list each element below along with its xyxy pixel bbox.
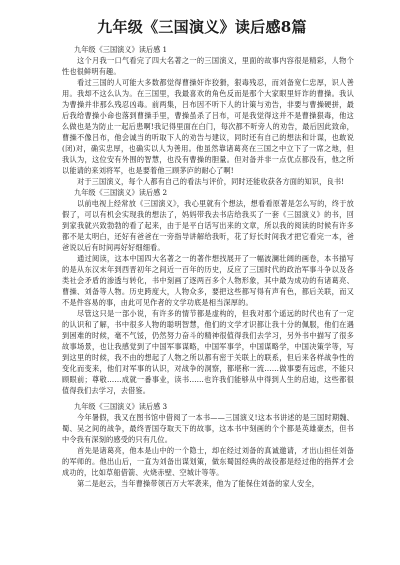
document-title: 九年级《三国演义》读后感8篇 bbox=[97, 18, 307, 36]
paragraph: 以前电视上经常放《三国演义》，我心里就有个想法，想看看原著是怎么写的，终于放假了，可以有机会实现我的想法了，妈妈带我去书店给我买了一套《三国演义》的书，回到家我就兴致勃勃的看了起来，由于是平白话写出来的文章，所以我的阅读的时候有许多都不是太明白，还好有爸爸在一旁指导讲解给我听，花了好长时间我才把它看完一本，爸爸说以后有时间再好好细细看。 bbox=[62, 199, 354, 252]
paragraph: 对于三国演义，每个人都有自己的看法与评价，同时还能收获各方面的知识，良书! bbox=[77, 177, 345, 186]
paragraph: 今年暑假，我又在图书馆中借阅了一本书——三国演义!这本书讲述的是三国时期魏、蜀、吴之间的战争，最终晋国夺取天下的故事，这本书中刻画的个个都是英雄豪杰，但书中令我有深刻的感受的只有几位。 bbox=[62, 413, 354, 444]
paragraph: 首先是诸葛亮，他本是山中的一个隐士，却在经过刘备的真诚邀请，才出山担任刘备的军师的。他出山后，一直为刘备出谋划策，做东蜀国经典的战役都是经过他的指挥才会成功的，比如草船借箭、火烧赤壁、空城计等等。 bbox=[62, 446, 354, 477]
paragraph: 通过阅读，这本中国四大名著之一的著作想找展开了一幅波澜壮阔的画卷，本书描写的是从东汉末年到西晋初年之间近一百年的历史，反应了三国时代的政治军事斗争以及各类社会矛盾的渗透与转化，书中刻画了逐两百多个人物形象，其中最为成功的有诸葛亮、曹操、刘备等人物。历史跨度大，人物众多，要把这些都写得有声有色，都后关联，而又不是件容易的事，由此可见作者的文学功底是相当深厚的。 bbox=[62, 254, 354, 307]
paragraph: 看过三国的人可能大多数都觉得曹操奸诈狡猾，狠毒残忍，而刘备宽仁忠厚，识人善用。我却不这么认为。在三国里，我最喜欢的角色反而是那个大家眼里奸诈的曹操。我认为曹操并非那么残忍凶毒。前两集，吕布因不听下人的计策与劝告，非要与曹操硬拼，最后我给曹操小命也落到曹操手里，曹操虽杀了吕布，可是我觉得这并不是曹操狠毒，他这么做也是为防止一起后患啊!我记得里面在白门，每次都不听旁人的劝告，最后因此致命，曹操不像吕布，他会诚当的听取下人的劝告与建议，同时还有自己的想法和计谋，也敢说(闭)对，确实忠厚，也确实以人为善用。他虽然靠诸葛亮在三国之中立下了一席之地，但我认为，这位安有外围的智慧，也没有曹操的胆量。但对备并非一点优点都没有，他之所以能请的来刘将军，也是要着他三顾茅庐的耐心了啊! bbox=[62, 78, 354, 175]
paragraph: 尽管这只是一部小说，有许多的情节都是虚构的，但我对那个遥远的时代也有了一定的认识和了解，书中很多人物的聪明智慧，他们的文学才识都让我十分的佩服，他们在遇到困难的时候，毫不气馁，仍然努力奋斗的精神很值得我们去学习，另外书中描写了很多故事场景，也让我感觉到了中国军事谋略，中国军事学，中国谋略学，中国决策学等，写到这里的时候，我不由的想起了人物之所以都有密于关联上的联系，但后来各样战争性的变化而变来，他们对军事的认识，对战争的洞察，都堪称一流……做事要有远虑，不能只顾眼前；尊敬……成就一番事业，读书……也许我们能够从中得到人生的启迪，这些都很值得我们去学习，去借鉴。 bbox=[62, 309, 354, 395]
section-heading: 九年级《三国演义》读后感 3 bbox=[74, 402, 168, 411]
section-heading: 九年级《三国演义》读后感 1 bbox=[74, 45, 168, 54]
section-3 bbox=[62, 401, 354, 489]
section-heading: 九年级《三国演义》读后感 2 bbox=[74, 188, 168, 197]
paragraph: 第二是赵云，当年曹操带领百万大军袭来，他为了能保住刘备的家人安全， bbox=[77, 479, 320, 488]
section-2 bbox=[62, 187, 354, 396]
paragraph: 这个月我一口气看完了四大名著之一的三国演义，里面的故事内容很是精彩，人物个性也很鲜明有趣。 bbox=[62, 56, 354, 76]
section-1 bbox=[62, 44, 354, 187]
